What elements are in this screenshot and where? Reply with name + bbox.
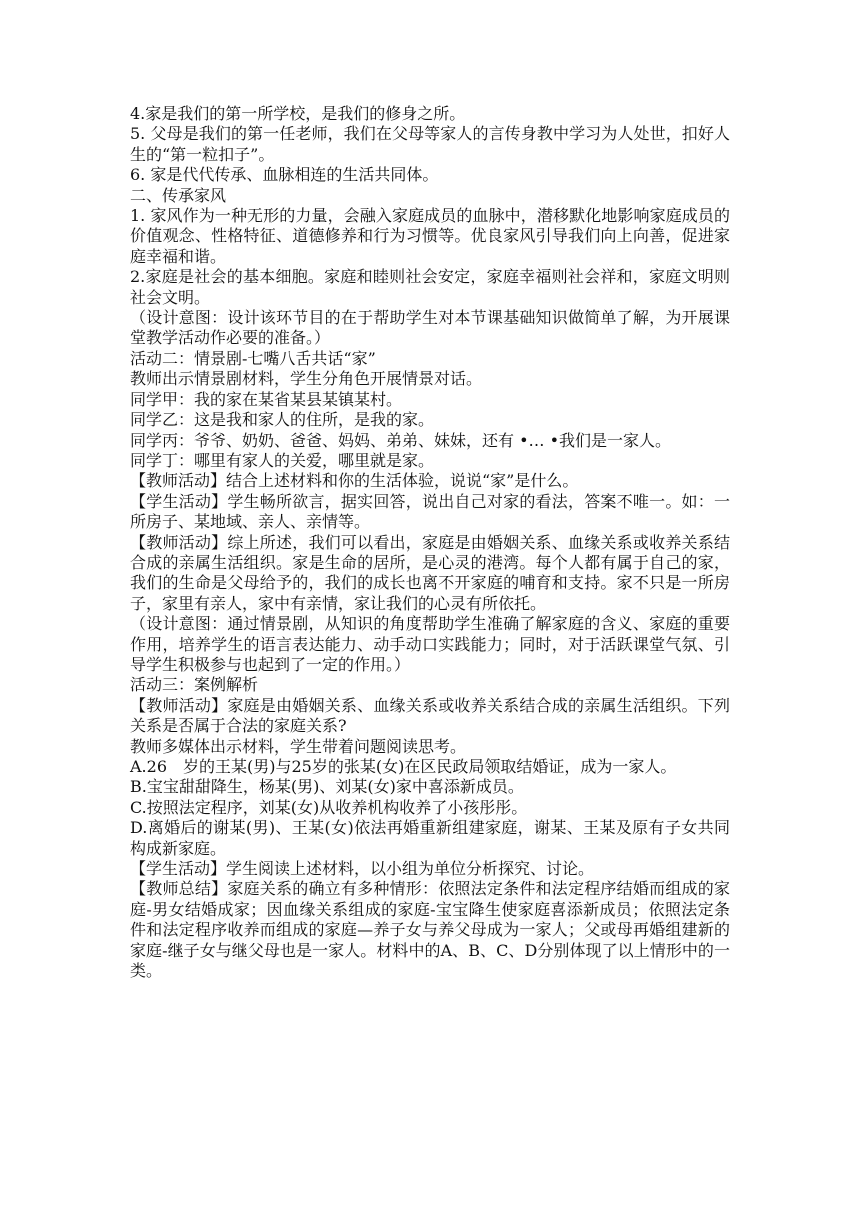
activity-two-heading: 活动二：情景剧-七嘴八舌共话“家” [130, 348, 376, 368]
paragraph-2: 5. 父母是我们的第一任老师，我们在父母等家人的言传身教中学习为人处世，扣好人生的“第一粒扣子”。 [130, 124, 730, 164]
case-b: B.宝宝甜甜降生，杨某(男)、刘某(女)家中喜添新成员。 [130, 777, 524, 797]
design-intent-1: （设计意图：设计该环节目的在于帮助学生对本节课基础知识做简单了解，为开展课堂教学活动作必要的准备。） [130, 308, 730, 348]
paragraph-1: 4.家是我们的第一所学校，是我们的修身之所。 [130, 104, 466, 123]
paragraph-4: 1. 家风作为一种无形的力量，会融入家庭成员的血脉中，潜移默化地影响家庭成员的价值观念、性格特征、道德修养和行为习惯等。优良家风引导我们向上向善，促进家庭幸福和谐。 [130, 206, 730, 266]
dialogue-student-b: 同学乙：这是我和家人的住所，是我的家。 [130, 410, 435, 430]
dialogue-student-d: 同学丁：哪里有家人的关爱，哪里就是家。 [130, 450, 435, 470]
paragraph-7: 教师多媒体出示材料，学生带着问题阅读思考。 [130, 736, 467, 756]
paragraph-5: 2.家庭是社会的基本细胞。家庭和睦则社会安定，家庭幸福则社会祥和，家庭文明则社会文明。 [130, 267, 730, 307]
case-d: D.离婚后的谢某(男)、王某(女)依法再婚重新组建家庭，谢某、王某及原有子女共同构成新家庭。 [130, 818, 730, 858]
dialogue-student-a: 同学甲：我的家在某省某县某镇某村。 [130, 389, 403, 409]
student-activity-1: 【学生活动】学生畅所欲言，据实回答，说出自己对家的看法，答案不唯一。如：一所房子、某地域、亲人、亲情等。 [130, 491, 730, 532]
activity-three-heading: 活动三：案例解析 [130, 675, 259, 695]
design-intent-2: （设计意图：通过情景剧，从知识的角度帮助学生准确了解家庭的含义、家庭的重要作用，培养学生的语言表达能力、动手动口实践能力；同时，对于活跃课堂气氛、引导学生积极参与也起到了一定的作用。） [130, 614, 730, 674]
teacher-summary: 【教师总结】家庭关系的确立有多种情形：依照法定条件和法定程序结婚而组成的家庭-男女结婚成家；因血缘关系组成的家庭-宝宝降生使家庭喜添新成员；依照法定条件和法定程序收养而组成的家庭—养子女与养父母成为一家人；父或母再婚组建新的家庭-继子女与继父母也是一家人。材料中的A、B、C、D分别体现了以上情形中的一类。 [130, 879, 730, 981]
case-c: C.按照法定程序，刘某(女)从收养机构收养了小孩彤彤。 [130, 797, 528, 817]
teacher-activity-3: 【教师活动】家庭是由婚姻关系、血缘关系或收养关系结合成的亲属生活组织。下列关系是否属于合法的家庭关系? [130, 695, 730, 736]
teacher-activity-1: 【教师活动】结合上述材料和你的生活体验，说说“家”是什么。 [130, 471, 579, 491]
dialogue-student-c: 同学丙：爷爷、奶奶、爸爸、妈妈、弟弟、妹妹，还有 •… •我们是一家人。 [130, 430, 672, 450]
teacher-activity-2: 【教师活动】综上所述，我们可以看出，家庭是由婚姻关系、血缘关系或收养关系结合成的亲属生活组织。家是生命的居所，是心灵的港湾。每个人都有属于自己的家，我们的生命是父母给予的，我们的成长也离不开家庭的哺育和支持。家不只是一所房子，家里有亲人，家中有亲情，家让我们的心灵有所依托。 [130, 532, 730, 613]
paragraph-6: 教师出示情景剧材料，学生分角色开展情景对话。 [130, 369, 483, 389]
student-activity-2: 【学生活动】学生阅读上述材料，以小组为单位分析探究、讨论。 [130, 859, 595, 879]
section-heading-inherit-family-style: 二、传承家风 [130, 185, 227, 205]
paragraph-3: 6. 家是代代传承、血脉相连的生活共同体。 [130, 165, 439, 185]
document-body [130, 104, 730, 981]
case-a: A.26 岁的王某(男)与25岁的张某(女)在区民政局领取结婚证，成为一家人。 [130, 757, 677, 776]
